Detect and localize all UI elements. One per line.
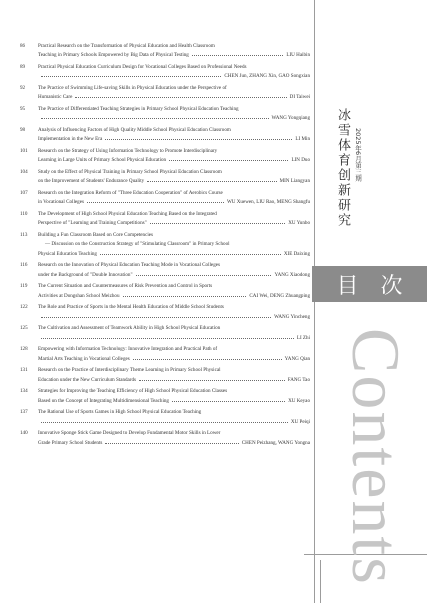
toc-page-number: 89 (20, 64, 26, 70)
toc-title-line: Practical Physical Education Curriculum Design for Vocational Colleges Based on Professional Needs (38, 64, 247, 70)
issue-label: 2025年6月第三期 (354, 128, 362, 182)
toc-page-number: 107 (20, 190, 28, 196)
dot-leader (123, 296, 247, 297)
toc-author-line (38, 93, 310, 102)
toc-title-line: Learning in Large Units of Primary School Physical Education (38, 157, 167, 164)
toc-title-line: Research on the Strategy of Using Information Technology to Promote Interdisciplinary (38, 148, 218, 154)
toc-title-line: The Practice of Differentiated Teaching Strategies in Primary School Physical Education Teaching (38, 106, 239, 112)
toc-title-line: Research on the Integration Reform of "Three Education Cooperation" of Aerobics Course (38, 190, 223, 196)
toc-title-line: The Development of High School Physical Education Teaching Based on the Integrated (38, 211, 217, 217)
toc-author: CHEN Jun, ZHANG Xin, GAO Songxian (224, 73, 310, 80)
toc-title-line: Innovative Sponge Stick Game Designed to Develop Fundamental Motor Skills in Lower (38, 430, 221, 437)
toc-page-number: 86 (20, 43, 26, 49)
toc-title-line: Based on the Concept of Integrating Multidimensional Teaching (38, 397, 169, 404)
toc-author-line (38, 418, 310, 427)
toc-author: DI Taiwei (289, 94, 310, 101)
toc-entry[interactable] (20, 387, 310, 406)
toc-author: XIE Daixing (283, 250, 310, 257)
toc-entry[interactable] (20, 282, 310, 301)
toc-author: CHEN Peizhang, WANG Yongna (241, 439, 310, 446)
dot-leader (100, 254, 281, 255)
toc-title-line: Building a Fun Classroom Based on Core Competencies (38, 232, 154, 238)
toc-author-line (38, 292, 310, 301)
toc-entry[interactable] (20, 210, 310, 229)
dot-leader (87, 202, 224, 203)
toc-entry[interactable] (20, 126, 310, 145)
toc-title-line: Study on the Effect of Physical Training in Primary School Physical Education Classroom (38, 169, 222, 175)
toc-entry[interactable] (20, 168, 310, 187)
toc-title-line: Physical Education Teaching (38, 250, 97, 257)
toc-author: WU Xuewen, LIU Rao, MENG Shangfu (226, 199, 310, 206)
toc-page-number: 113 (20, 232, 28, 238)
toc-title-line: Education under the New Curriculum Standards (38, 376, 137, 383)
toc-author-line (38, 198, 310, 207)
toc-entry[interactable] (20, 63, 310, 82)
dot-leader (41, 76, 221, 77)
toc-author-line (38, 313, 310, 322)
toc-author: FANG Tao (287, 376, 310, 383)
dot-leader (192, 55, 284, 56)
toc-entry[interactable] (20, 366, 310, 385)
toc-title-line: The Current Situation and Countermeasures of Risk Prevention and Control in Sports (38, 283, 213, 290)
toc-title-line: under the Background of "Double Innovation" (38, 271, 133, 278)
toc-author: YANG Xiaodong (274, 271, 310, 278)
dot-leader (41, 338, 294, 339)
toc-title-line: on the Improvement of Students' Endurance Quality (38, 178, 145, 185)
toc-title-line: The Practice of Swimming Life-saving Skills in Physical Education under the Perspective of (38, 85, 227, 91)
toc-author-line (38, 334, 310, 343)
toc-author-line (38, 114, 310, 123)
toc-page-number: 116 (20, 262, 28, 269)
toc-title-line: Grade Primary School Students (38, 439, 103, 446)
toc-author: MIN Liangyan (279, 178, 310, 185)
dot-leader (105, 443, 238, 444)
dot-leader (139, 380, 285, 381)
toc-author-line (38, 376, 310, 385)
toc-author-line (38, 250, 310, 259)
toc-author: WANG Yincheng (274, 313, 310, 320)
journal-name: 冰雪体育创新研究 (335, 108, 350, 228)
toc-page-number: 101 (20, 148, 28, 154)
toc-page-number: 95 (20, 106, 26, 112)
toc-author: LIU Haibin (286, 52, 310, 59)
toc-page-number: 125 (20, 325, 28, 332)
dot-leader (41, 317, 271, 318)
toc-page-number: 98 (20, 127, 26, 133)
toc-author-line (38, 219, 310, 228)
toc-author: LIN Duo (291, 157, 310, 164)
toc-author-line (38, 72, 310, 81)
toc-title-line: Practical Research on the Transformation of Physical Education and Health Classroom (38, 43, 215, 49)
toc-title-line: The Cultivation and Assessment of Teamwork Ability in High School Physical Education (38, 325, 221, 332)
toc-entry[interactable] (20, 408, 310, 427)
toc-entry[interactable] (20, 84, 310, 103)
toc-page-number: 134 (20, 388, 28, 395)
table-of-contents (20, 42, 310, 450)
dot-leader (136, 275, 272, 276)
dot-leader (41, 422, 288, 423)
toc-title-line: Strategies for Improving the Teaching Efficiency of High School Physical Education Classes (38, 388, 228, 395)
mulu-heading: 目次 (336, 273, 425, 299)
toc-title-line: Research on the Innovation of Physical Education Teaching Mode in Vocational Colleges (38, 262, 220, 269)
toc-entry[interactable] (20, 189, 310, 208)
toc-page-number: 140 (20, 430, 28, 437)
toc-entry[interactable] (20, 147, 310, 166)
toc-title-line: Teaching in Primary Schools Empowered by Big Data of Physical Testing (38, 52, 189, 59)
toc-title-line: Analysis of Influencing Factors of High Quality Middle School Physical Education Classroom (38, 127, 231, 133)
dot-leader (133, 359, 282, 360)
toc-page-number: 119 (20, 283, 28, 290)
toc-title-line: Implementation in the New Era (38, 136, 103, 143)
toc-title-line: — Discussion on the Construction Strategy of "Stimulating Classroom" in Primary School (45, 241, 230, 248)
toc-title-line: Perspective of "Learning and Training Competitions" (38, 220, 147, 227)
toc-title-line: in Vocational Colleges (38, 199, 84, 206)
toc-title-line: Activities at Dongshan School Meizhou (38, 292, 120, 299)
toc-title-line: Empowering with Information Technology: Innovative Integration and Practical Path of (38, 346, 218, 353)
toc-author-line (38, 355, 310, 364)
toc-page-number: 110 (20, 211, 28, 217)
toc-entry[interactable] (20, 42, 310, 61)
toc-author-line (38, 156, 310, 165)
toc-author-line (38, 135, 310, 144)
toc-author: XU Yunbo (288, 220, 310, 227)
toc-author-line (38, 439, 310, 448)
toc-author: XU Keyao (288, 397, 310, 404)
toc-entry[interactable] (20, 429, 310, 448)
toc-entry[interactable] (20, 345, 310, 364)
vertical-divider-bottom (320, 560, 321, 603)
toc-author-line (38, 51, 310, 60)
toc-title-line: Research on the Practice of Interdisciplinary Theme Learning in Primary School Physical (38, 367, 221, 374)
dot-leader (172, 401, 285, 402)
dot-leader (147, 181, 276, 182)
toc-author: YANG Qian (284, 355, 310, 362)
toc-page-number: 92 (20, 85, 26, 91)
toc-page-number: 137 (20, 409, 28, 416)
toc-entry[interactable] (20, 261, 310, 280)
toc-author-line (38, 177, 310, 186)
toc-page-number: 122 (20, 304, 28, 311)
toc-author: XU Peiqi (290, 418, 310, 425)
toc-title-line: The Rational Use of Sports Games in High School Physical Education Teaching (38, 409, 202, 416)
toc-entry[interactable] (20, 105, 310, 124)
contents-title: Contents (338, 328, 414, 586)
toc-entry[interactable] (20, 324, 310, 343)
dot-leader (41, 118, 269, 119)
toc-page-number: 131 (20, 367, 28, 374)
mulu-banner (312, 266, 427, 302)
toc-author: CAI Wei, DENG Zhuangping (249, 292, 310, 299)
dot-leader (75, 97, 286, 98)
toc-author: LI Min (295, 136, 310, 143)
toc-title-line: Martial Arts Teaching in Vocational Colleges (38, 355, 130, 362)
toc-author-line (38, 397, 310, 406)
dot-leader (169, 160, 288, 161)
dot-leader (150, 223, 286, 224)
toc-author: WANG Yongqiang (271, 115, 310, 122)
toc-entry[interactable] (20, 231, 310, 259)
toc-title-line: Humanistic Care (38, 94, 73, 101)
toc-entry[interactable] (20, 303, 310, 322)
dot-leader (105, 139, 292, 140)
toc-title-line: The Role and Practice of Sports in the Mental Health Education of Middle School Students (38, 304, 224, 311)
toc-author: LI Zhi (296, 334, 310, 341)
toc-page-number: 104 (20, 169, 28, 175)
toc-author-line (38, 271, 310, 280)
toc-page-number: 128 (20, 346, 28, 353)
